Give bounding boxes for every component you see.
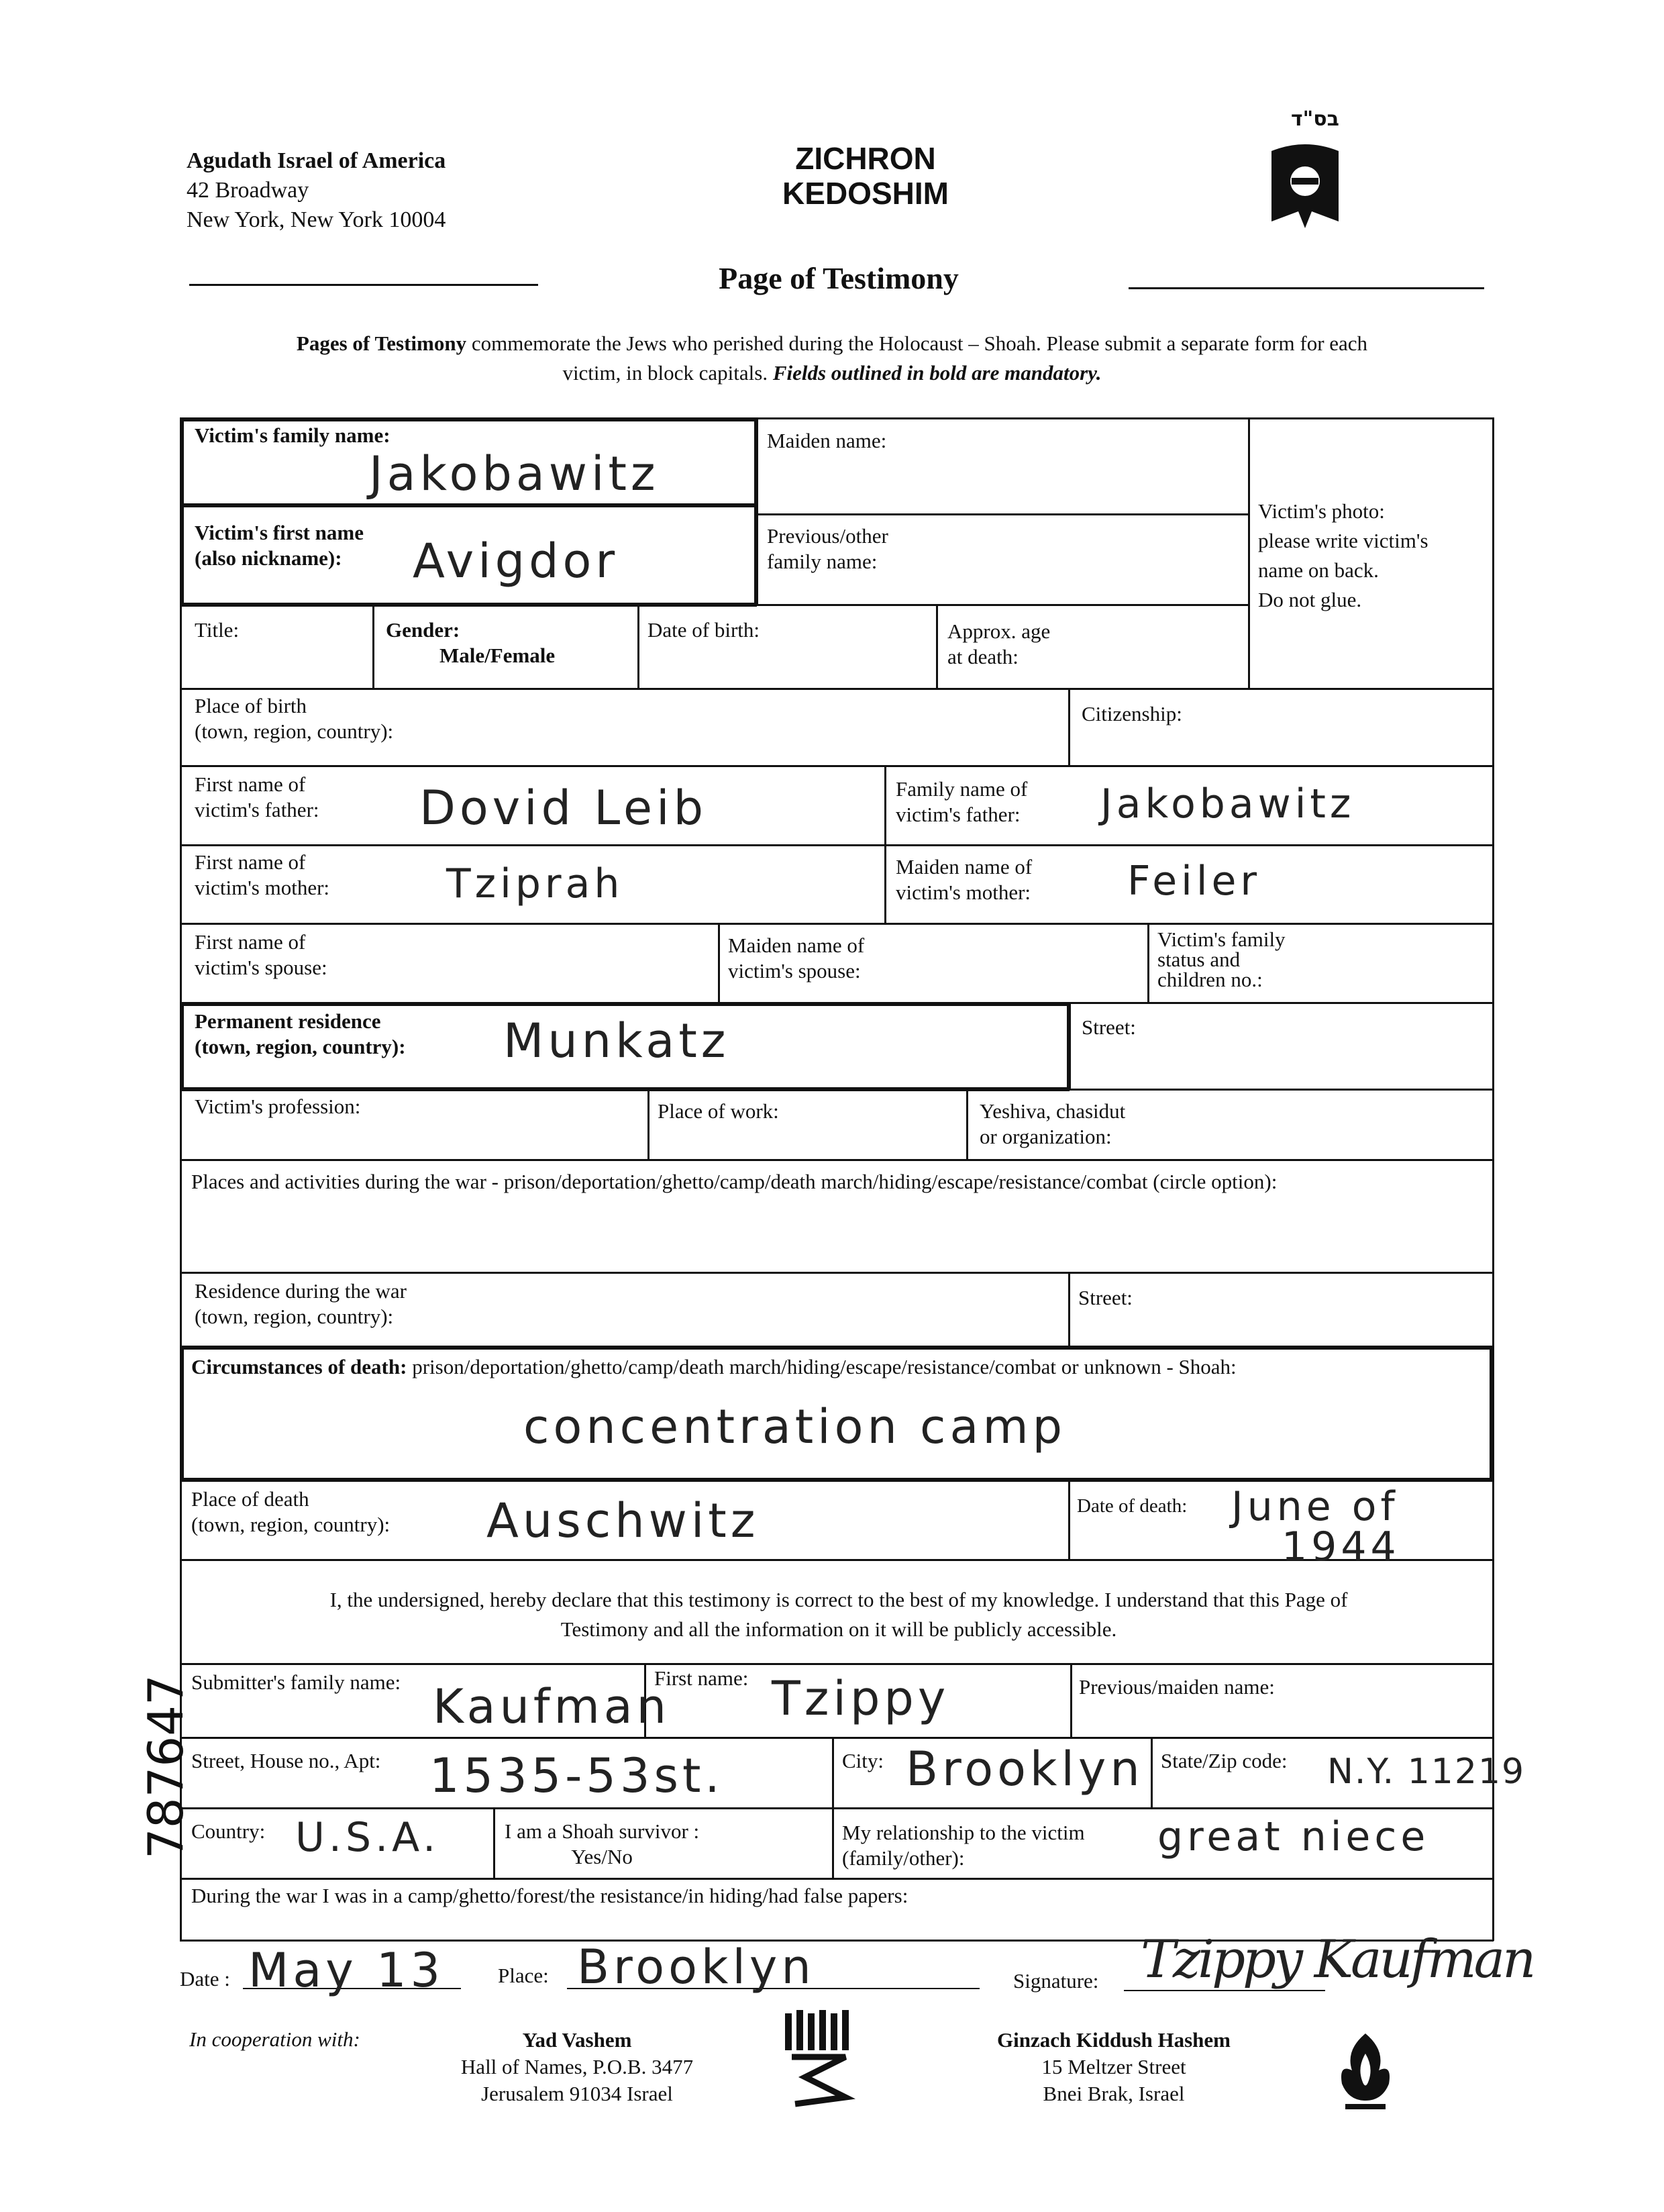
permanent-residence-label: Permanent residence (town, region, country): <box>195 1009 406 1058</box>
submitter-first-name-value[interactable]: Tzippy <box>772 1671 950 1726</box>
ginzach-name: Ginzach Kiddush Hashem <box>997 2028 1231 2052</box>
father-first-name-label: First name of victim's father: <box>195 772 319 821</box>
submitter-country-value[interactable]: U.S.A. <box>295 1814 440 1861</box>
submitter-state-zip-value[interactable]: N.Y. 11219 <box>1327 1752 1526 1792</box>
intro-bold: Pages of Testimony <box>296 332 467 355</box>
place-value[interactable]: Brooklyn <box>577 1940 815 1995</box>
mother-maiden-name-label: Maiden name of victim's mother: <box>896 855 1033 904</box>
during-war-label: During the war I was in a camp/ghetto/forest/the resistance/in hiding/had false papers: <box>191 1884 908 1907</box>
submitter-city-label: City: <box>842 1749 884 1772</box>
yad-vashem-address2: Jerusalem 91034 Israel <box>481 2082 673 2105</box>
family-status-label: Victim's family status and children no.: <box>1157 927 1286 991</box>
war-street-label: Street: <box>1078 1286 1133 1309</box>
approx-age-label: Approx. age at death: <box>947 619 1051 668</box>
intro-text1: commemorate the Jews who perished during the Holocaust – Shoah. Please submit a separate form for each <box>466 332 1368 355</box>
first-name-value[interactable]: Avigdor <box>413 534 619 589</box>
ginzach-block <box>946 2027 1282 2107</box>
first-name-label: Victim's first name (also nickname): <box>195 521 364 570</box>
form-title: Page of Testimony <box>719 261 959 295</box>
war-places-label: Places and activities during the war - prison/deportation/ghetto/camp/death march/hiding/escape/resistance/combat (circle option): <box>191 1170 1278 1193</box>
maiden-name-label: Maiden name: <box>767 429 887 452</box>
place-of-work-label: Place of work: <box>658 1099 779 1123</box>
profession-label: Victim's profession: <box>195 1095 361 1118</box>
yad-vashem-name: Yad Vashem <box>522 2028 632 2052</box>
submitter-previous-name-label: Previous/maiden name: <box>1079 1675 1275 1699</box>
side-reference-number: 787647 <box>138 1674 194 1859</box>
mother-first-name-value[interactable]: Tziprah <box>446 860 624 907</box>
shoah-survivor-label: I am a Shoah survivor : Yes/No <box>505 1819 700 1868</box>
submitter-street-value[interactable]: 1535-53st. <box>429 1748 724 1803</box>
title-line1: ZICHRON <box>795 141 936 176</box>
cooperation-label: In cooperation with: <box>189 2027 360 2051</box>
submitter-family-name-label: Submitter's family name: <box>191 1670 401 1694</box>
family-name-value[interactable]: Jakobawitz <box>369 446 660 501</box>
submitter-first-name-label: First name: <box>654 1666 749 1690</box>
yad-vashem-address1: Hall of Names, P.O.B. 3477 <box>460 2055 694 2078</box>
photo-label: Victim's photo: please write victim's name on back. Do not glue. <box>1258 499 1428 611</box>
father-family-name-value[interactable]: Jakobawitz <box>1100 781 1355 827</box>
yeshiva-label: Yeshiva, chasidut or organization: <box>980 1099 1126 1148</box>
intro-italic: Fields outlined in bold are mandatory. <box>772 361 1102 385</box>
header-rule-left <box>189 284 538 286</box>
circumstances-value[interactable]: concentration camp <box>523 1399 1067 1454</box>
father-family-name-label: Family name of victim's father: <box>896 777 1028 826</box>
intro-text <box>161 329 1503 388</box>
yad-vashem-logo-icon <box>782 2007 855 2107</box>
submitter-country-label: Country: <box>191 1819 266 1843</box>
submitter-state-zip-label: State/Zip code: <box>1161 1749 1288 1772</box>
org-name: Agudath Israel of America <box>187 148 446 173</box>
mother-first-name-label: First name of victim's mother: <box>195 850 330 899</box>
org-address-line2: New York, New York 10004 <box>187 207 446 232</box>
org-block <box>187 146 446 235</box>
ginzach-flame-logo-icon <box>1332 2030 1399 2114</box>
citizenship-label: Citizenship: <box>1082 702 1182 725</box>
signature-underline <box>1124 1990 1325 1991</box>
permanent-residence-value[interactable]: Munkatz <box>503 1013 730 1068</box>
date-label: Date : <box>180 1967 230 1991</box>
date-value[interactable]: May 13 <box>248 1943 445 1998</box>
submitter-family-name-value[interactable]: Kaufman <box>433 1679 671 1734</box>
submitter-street-label: Street, House no., Apt: <box>191 1749 381 1772</box>
place-of-death-label: Place of death (town, region, country): <box>191 1487 391 1536</box>
ginzach-address2: Bnei Brak, Israel <box>1043 2082 1185 2105</box>
relationship-label: My relationship to the victim (family/other): <box>842 1821 1085 1870</box>
signature-label: Signature: <box>1013 1969 1099 1993</box>
title-line2: KEDOSHIM <box>782 176 949 211</box>
declaration-text: I, the undersigned, hereby declare that this testimony is correct to the best of my knowledge. I understand that this Page of Testimony and all the information on it will be publicly accessible. <box>329 1588 1348 1641</box>
hebrew-mark: בס"ד <box>1291 107 1339 131</box>
date-of-death-value1[interactable]: June of <box>1231 1483 1399 1530</box>
relationship-value[interactable]: great niece <box>1157 1813 1430 1860</box>
date-of-death-value2[interactable]: 1944 <box>1282 1523 1400 1570</box>
war-residence-label: Residence during the war (town, region, country): <box>195 1279 407 1328</box>
spouse-first-name-label: First name of victim's spouse: <box>195 930 327 979</box>
submitter-city-value[interactable]: Brooklyn <box>906 1742 1144 1797</box>
intro-text2: victim, in block capitals. <box>562 361 773 385</box>
torah-book-icon <box>1265 138 1345 232</box>
street-label: Street: <box>1082 1015 1136 1039</box>
zichron-kedoshim-title <box>738 141 993 211</box>
circumstances-label: Circumstances of death: prison/deportation/ghetto/camp/death march/hiding/escape/resistance/combat or unknown - Shoah: <box>191 1355 1237 1378</box>
place-label: Place: <box>498 1964 549 1987</box>
mother-maiden-name-value[interactable]: Feiler <box>1127 858 1261 905</box>
org-address-line1: 42 Broadway <box>187 178 309 203</box>
date-of-death-label: Date of death: <box>1077 1495 1188 1517</box>
gender-label: Gender: Male/Female <box>386 618 556 667</box>
ginzach-address1: 15 Meltzer Street <box>1041 2055 1186 2078</box>
spouse-maiden-name-label: Maiden name of victim's spouse: <box>728 934 865 983</box>
father-first-name-value[interactable]: Dovid Leib <box>419 781 708 836</box>
place-of-birth-label: Place of birth (town, region, country): <box>195 694 394 743</box>
yad-vashem-block <box>403 2027 751 2107</box>
place-of-death-value[interactable]: Auschwitz <box>486 1493 760 1548</box>
previous-family-name-label: Previous/other family name: <box>767 524 888 573</box>
header-rule-right <box>1129 287 1484 289</box>
signature-value[interactable]: Tzippy Kaufman <box>1141 1929 1534 1990</box>
family-name-label: Victim's family name: <box>195 423 391 447</box>
dob-label: Date of birth: <box>647 618 760 642</box>
title-label: Title: <box>195 618 240 642</box>
